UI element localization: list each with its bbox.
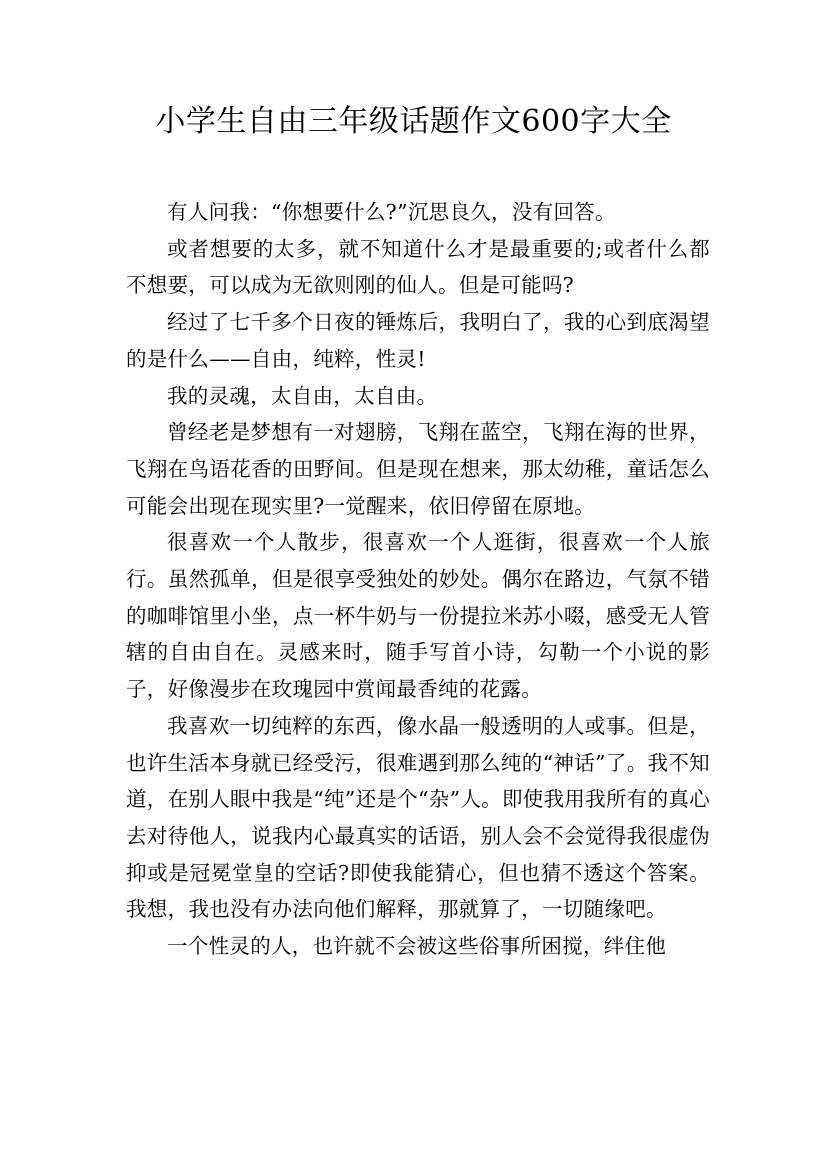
paragraph: 经过了七千多个日夜的锤炼后，我明白了，我的心到底渴望的是什么——自由，纯粹，性灵! [126,310,710,371]
document-title: 小学生自由三年级话题作文600字大全 [155,104,672,139]
paragraph: 我喜欢一切纯粹的东西，像水晶一般透明的人或事。但是，也许生活本身就已经受污，很难遇到那么纯的“神话”了。我不知道，在别人眼中我是“纯”还是个“杂”人。即使我用我所有的真心去对待他人，说我内心最真实的话语，别人会不会觉得我很虚伪抑或是冠冕堂皇的空话?即使我能猜心，但也猜不透这个答案。我想，我也没有办法向他们解释，那就算了，一切随缘吧。 [126,713,710,922]
paragraph: 我的灵魂，太自由，太自由。 [167,383,438,408]
paragraph: 或者想要的太多，就不知道什么才是最重要的;或者什么都不想要，可以成为无欲则刚的仙人。但是可能吗? [126,236,710,298]
document-body [126,194,710,965]
paragraph: 曾经老是梦想有一对翅膀，飞翔在蓝空，飞翔在海的世界，飞翔在鸟语花香的田野间。但是现在想来，那太幼稚，童话怎么可能会出现在现实里?一觉醒来，依旧停留在原地。 [126,420,710,518]
paragraph: 有人问我：“你想要什么?”沉思良久，没有回答。 [167,200,616,224]
paragraph: 一个性灵的人，也许就不会被这些俗事所困搅，绊住他 [167,934,667,959]
paragraph: 很喜欢一个人散步，很喜欢一个人逛街，很喜欢一个人旅行。虽然孤单，但是很享受独处的妙处。偶尔在路边，气氛不错的咖啡馆里小坐，点一杯牛奶与一份提拉米苏小啜，感受无人管辖的自由自在。灵感来时，随手写首小诗，勾勒一个小说的影子，好像漫步在玫瑰园中赏闻最香纯的花露。 [126,530,710,702]
